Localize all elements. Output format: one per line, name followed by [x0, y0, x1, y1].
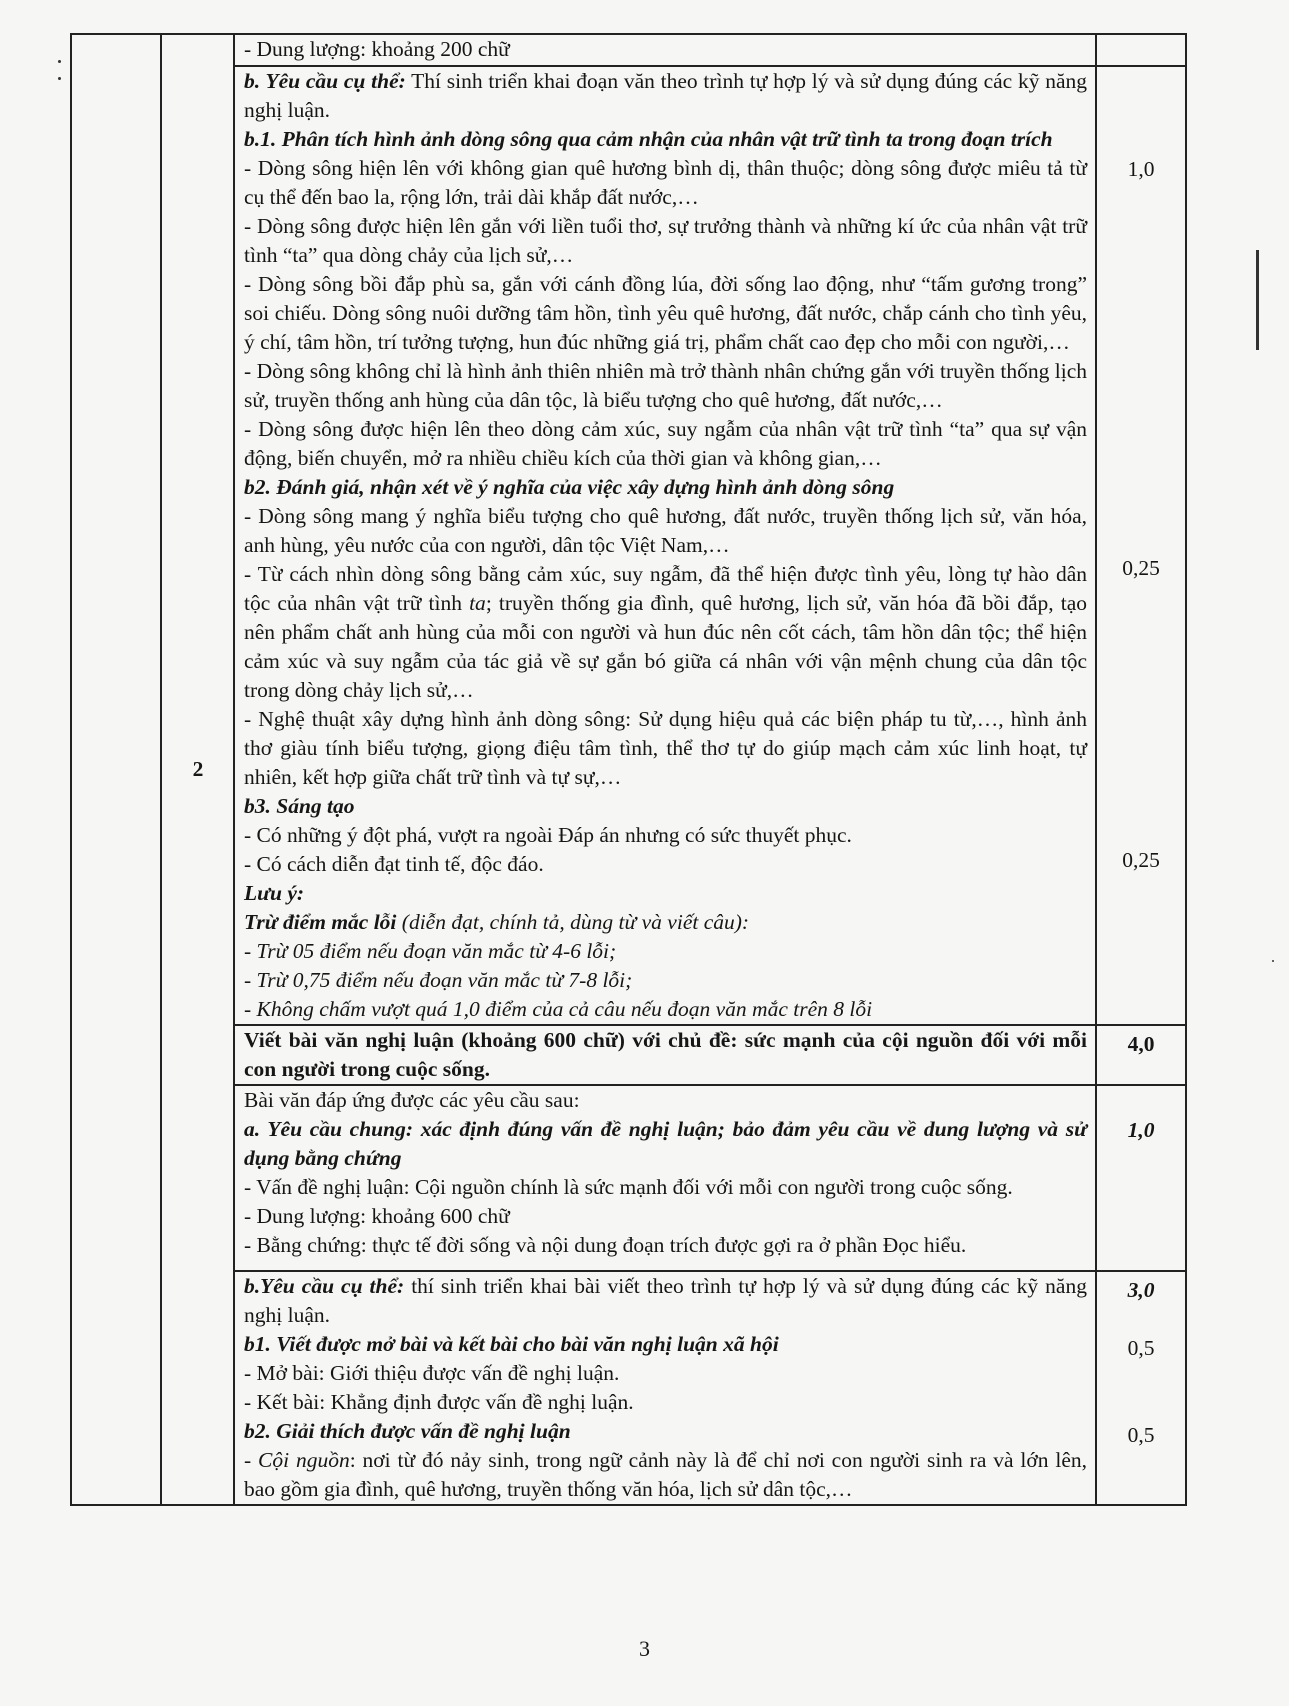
score-cell: [1096, 1085, 1186, 1271]
scan-edge-mark: [1256, 250, 1259, 350]
b2-item: - Từ cách nhìn dòng sông bằng cảm xúc, suy ngẫm, đã thể hiện được tình yêu, lòng tự hào dân tộc của nhân vật trữ tình ta; truyền thống gia đình, quê hương, lịch sử, văn hóa đã bồi đắp, tạo nên phẩm chất anh hùng của mỗi con người và hun đúc nên cốt cách, tâm hồn dân tộc; thể hiện cảm xúc và suy ngẫm của tác giả về sự gắn bó giữa cá nhân với vận mệnh chung của dân tộc trong dòng chảy lịch sử,…: [244, 562, 1087, 702]
length-text: - Dung lượng: khoảng 200 chữ: [244, 37, 510, 61]
table-row: [71, 1025, 1186, 1085]
essay-prompt: [234, 1025, 1096, 1085]
b1-item: - Dòng sông được hiện lên theo dòng cảm xúc, suy ngẫm của nhân vật trữ tình “ta” qua sự vận động, biến chuyển, mở ra nhiều chiều kích của thời gian và không gian,…: [244, 417, 1087, 470]
b2-title: b2. Giải thích được vấn đề nghị luận: [244, 1419, 571, 1443]
question-number: 2: [161, 34, 234, 1505]
b1-title: b.1. Phân tích hình ảnh dòng sông qua cảm nhận của nhân vật trữ tình ta trong đoạn trích: [244, 127, 1053, 151]
specific-requirements: [234, 1271, 1096, 1505]
score-b: 3,0: [1127, 1278, 1155, 1302]
b1-item: - Dòng sông được hiện lên gắn với liền tuổi thơ, sự trưởng thành và những kí ức của nhân vật trữ tình “ta” qua dòng chảy của lịch sử,…: [244, 214, 1087, 267]
b2-title: b2. Đánh giá, nhận xét về ý nghĩa của việc xây dựng hình ảnh dòng sông: [244, 475, 895, 499]
general-requirements: [234, 1085, 1096, 1271]
note-title: Lưu ý:: [244, 881, 305, 905]
b1-item: - Kết bài: Khẳng định được vấn đề nghị luận.: [244, 1390, 634, 1414]
b1-item: - Dòng sông không chỉ là hình ảnh thiên nhiên mà trở thành nhân chứng gắn với truyền thống lịch sử, truyền thống anh hùng của dân tộc, là biểu tượng cho quê hương, đất nước,…: [244, 359, 1087, 412]
note-item: - Trừ 05 điểm nếu đoạn văn mắc từ 4-6 lỗi;: [244, 939, 617, 963]
section-cell: [71, 34, 161, 1505]
b-label: b.Yêu cầu cụ thể:: [244, 1274, 405, 1298]
score-b2: 0,5: [1127, 1423, 1155, 1447]
score-cell: [1096, 1025, 1186, 1085]
note-deduct: Trừ điểm mắc lỗi (diễn đạt, chính tả, dùng từ và viết câu):: [244, 910, 750, 934]
a-item: - Bằng chứng: thực tế đời sống và nội dung đoạn trích được gợi ra ở phần Đọc hiểu.: [244, 1233, 967, 1257]
table-row: [71, 1085, 1186, 1271]
table-row: [71, 34, 1186, 66]
a-item: - Vấn đề nghị luận: Cội nguồn chính là sức mạnh đối với mỗi con người trong cuộc sống.: [244, 1175, 1013, 1199]
b-label: b. Yêu cầu cụ thể:: [244, 69, 406, 93]
score-cell: [1096, 1271, 1186, 1505]
scoring-table: [70, 33, 1187, 1506]
b1-title: b1. Viết được mở bài và kết bài cho bài văn nghị luận xã hội: [244, 1332, 779, 1356]
score-cell: [1096, 66, 1186, 1025]
score-cell: [1096, 34, 1186, 66]
score-b1: 1,0: [1127, 157, 1155, 181]
b3-item: - Có những ý đột phá, vượt ra ngoài Đáp án nhưng có sức thuyết phục.: [244, 823, 852, 847]
table-row: [71, 1271, 1186, 1505]
score-b2: 0,25: [1122, 556, 1160, 580]
b-text: Thí sinh triển khai đoạn văn theo trình tự hợp lý và sử dụng đúng các kỹ năng nghị luận.: [244, 69, 1087, 122]
b3-title: b3. Sáng tạo: [244, 794, 355, 818]
score-essay: 4,0: [1127, 1032, 1155, 1056]
note-item: - Trừ 0,75 điểm nếu đoạn văn mắc từ 7-8 lỗi;: [244, 968, 633, 992]
scan-speck: [58, 60, 61, 63]
score-b3: 0,25: [1122, 848, 1160, 872]
b-text: thí sinh triển khai bài viết theo trình tự hợp lý và sử dụng đúng các kỹ năng nghị luận.: [244, 1274, 1087, 1327]
essay-prompt-text: Viết bài văn nghị luận (khoảng 600 chữ) với chủ đề: sức mạnh của cội nguồn đối với mỗi con người trong cuộc sống.: [244, 1028, 1087, 1081]
b1-item: - Dòng sông hiện lên với không gian quê hương bình dị, thân thuộc; dòng sông được miêu tả từ cụ thể đến bao la, rộng lớn, trải dài khắp đất nước,…: [244, 156, 1087, 209]
page-number: 3: [639, 1636, 650, 1661]
a-item: - Dung lượng: khoảng 600 chữ: [244, 1204, 510, 1228]
b2-item: - Nghệ thuật xây dựng hình ảnh dòng sông: Sử dụng hiệu quả các biện pháp tu từ,…, hình ảnh thơ giàu tính biểu tượng, giọng điệu tâm tình, thể thơ tự do giúp mạch cảm xúc linh hoạt, tự nhiên, kết hợp giữa chất trữ tình và tự sự,…: [244, 707, 1087, 789]
table-row: [71, 66, 1186, 1025]
note-item: - Không chấm vượt quá 1,0 điểm của cả câu nếu đoạn văn mắc trên 8 lỗi: [244, 997, 873, 1021]
score-b1: 0,5: [1127, 1336, 1155, 1360]
b3-item: - Có cách diễn đạt tinh tế, độc đáo.: [244, 852, 544, 876]
intro: Bài văn đáp ứng được các yêu cầu sau:: [244, 1088, 580, 1112]
scan-speck: [58, 77, 61, 80]
b2-item: - Cội nguồn: nơi từ đó nảy sinh, trong ngữ cảnh này là để chỉ nơi con người sinh ra và lớn lên, bao gồm gia đình, quê hương, truyền thống văn hóa, lịch sử dân tộc,…: [244, 1448, 1087, 1501]
length-requirement: [234, 34, 1096, 66]
b2-item: - Dòng sông mang ý nghĩa biểu tượng cho quê hương, đất nước, truyền thống lịch sử, văn hóa, anh hùng, yêu nước của con người, dân tộc Việt Nam,…: [244, 504, 1087, 557]
b1-item: - Dòng sông bồi đắp phù sa, gắn với cánh đồng lúa, đời sống lao động, như “tấm gương trong” soi chiếu. Dòng sông nuôi dưỡng tâm hồn, tình yêu quê hương, đất nước, chắp cánh cho tình yêu, ý chí, tâm hồn, trí tưởng tượng, hun đúc những giá trị, phẩm chất cao đẹp cho mỗi con người,…: [244, 272, 1087, 354]
score-a: 1,0: [1127, 1118, 1155, 1142]
scan-speck: [1272, 960, 1274, 962]
a-title: a. Yêu cầu chung: xác định đúng vấn đề nghị luận; bảo đảm yêu cầu về dung lượng và sử dụng bằng chứng: [244, 1117, 1087, 1170]
b1-item: - Mở bài: Giới thiệu được vấn đề nghị luận.: [244, 1361, 620, 1385]
detail-requirements: [234, 66, 1096, 1025]
